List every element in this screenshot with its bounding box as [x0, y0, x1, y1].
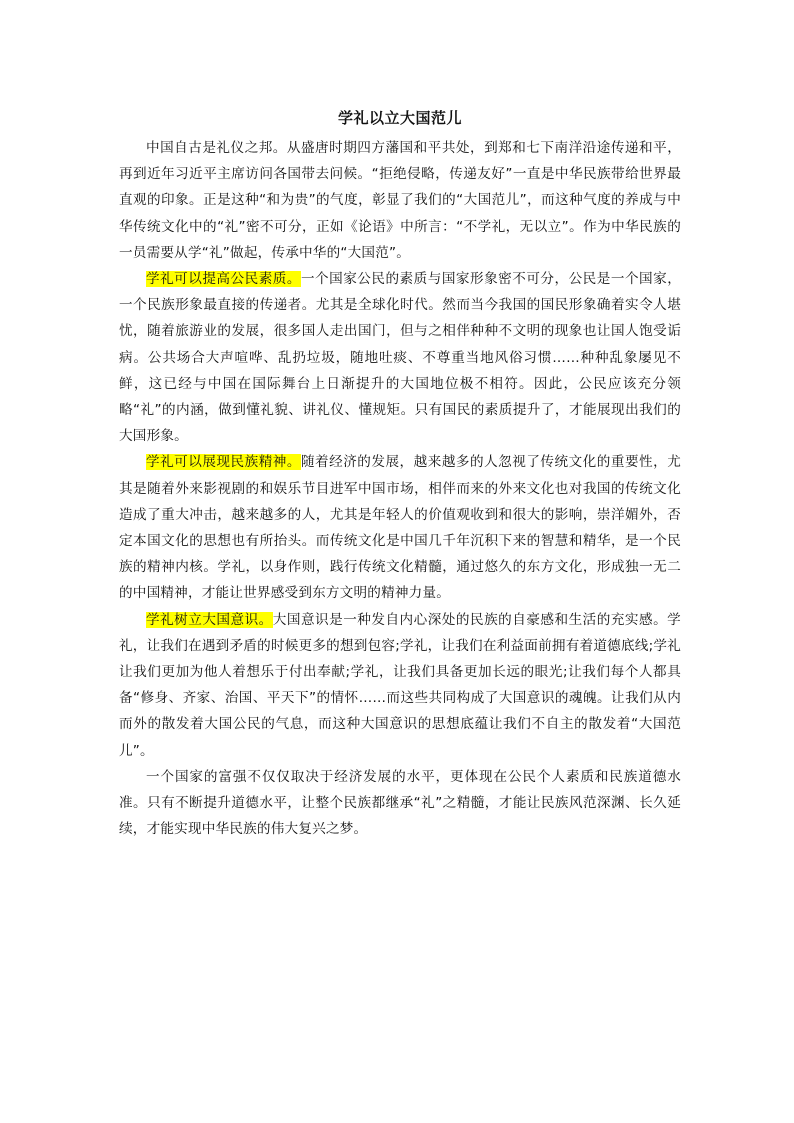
- paragraph-text: 随着经济的发展，越来越多的人忽视了传统文化的重要性，尤其是随着外来影视剧的和娱乐节目进军中国市场，相伴而来的外来文化也对我国的传统文化造成了重大冲击，越来越多的人，尤其是年轻人的价值观收到和很大的影响，崇洋媚外，否定本国文化的思想也有所抬头。而传统文化是中国几千年沉积下来的智慧和精华，是一个民族的精神内核。学礼，以身作则，践行传统文化精髓，通过悠久的东方文化，形成独一无二的中国精神，才能让世界感受到东方文明的精神力量。: [119, 454, 681, 602]
- paragraph-conclusion: [119, 764, 681, 843]
- paragraph-text: 大国意识是一种发自内心深处的民族的自豪感和生活的充实感。学礼，让我们在遇到矛盾的时候更多的想到包容;学礼，让我们在利益面前拥有着道德底线;学礼让我们更加为他人着想乐于付出奉献;学礼，让我们具备更加长远的眼光;让我们每个人都具备“修身、齐家、治国、平天下”的情怀……而这些共同构成了大国意识的魂魄。让我们从内而外的散发着大国公民的气息，而这种大国意识的思想底蕴让我们不自主的散发着“大国范儿”。: [119, 611, 681, 759]
- paragraph-intro: [119, 135, 681, 266]
- paragraph-text: 一个国家公民的素质与国家形象密不可分，公民是一个国家，一个民族形象最直接的传递者。尤其是全球化时代。然而当今我国的国民形象确着实令人堪忧，随着旅游业的发展，很多国人走出国门，但与之相伴种种不文明的现象也让国人饱受诟病。公共场合大声喧哗、乱扔垃圾，随地吐痰、不尊重当地风俗习惯……种种乱象屡见不鲜，这已经与中国在国际舞台上日渐提升的大国地位极不相符。因此，公民应该充分领略“礼”的内涵，做到懂礼貌、讲礼仪、懂规矩。只有国民的素质提升了，才能展现出我们的大国形象。: [119, 271, 681, 445]
- highlighted-lead: 学礼可以提高公民素质。: [146, 271, 301, 288]
- paragraph-text: 中国自古是礼仪之邦。从盛唐时期四方藩国和平共处，到郑和七下南洋沿途传递和平，再到近年习近平主席访问各国带去问候。“拒绝侵略，传递友好”一直是中华民族带给世界最直观的印象。正是这种“和为贵”的气度，彰显了我们的“大国范儿”，而这种气度的养成与中华传统文化中的“礼”密不可分，正如《论语》中所言：“不学礼，无以立”。作为中华民族的一员需要从学“礼”做起，传承中华的“大国范”。: [119, 140, 681, 261]
- paragraph-awareness: [119, 607, 681, 764]
- highlighted-lead: 学礼树立大国意识。: [146, 611, 273, 628]
- document-body: [119, 103, 681, 842]
- paragraph-spirit: [119, 449, 681, 606]
- document-title: 学礼以立大国范儿: [337, 109, 462, 127]
- paragraph-text: 一个国家的富强不仅仅取决于经济发展的水平，更体现在公民个人素质和民族道德水准。只有不断提升道德水平，让整个民族都继承“礼”之精髓，才能让民族风范深渊、长久延续，才能实现中华民族的伟大复兴之梦。: [119, 768, 681, 838]
- paragraph-quality: [119, 266, 681, 449]
- highlighted-lead: 学礼可以展现民族精神。: [146, 454, 301, 471]
